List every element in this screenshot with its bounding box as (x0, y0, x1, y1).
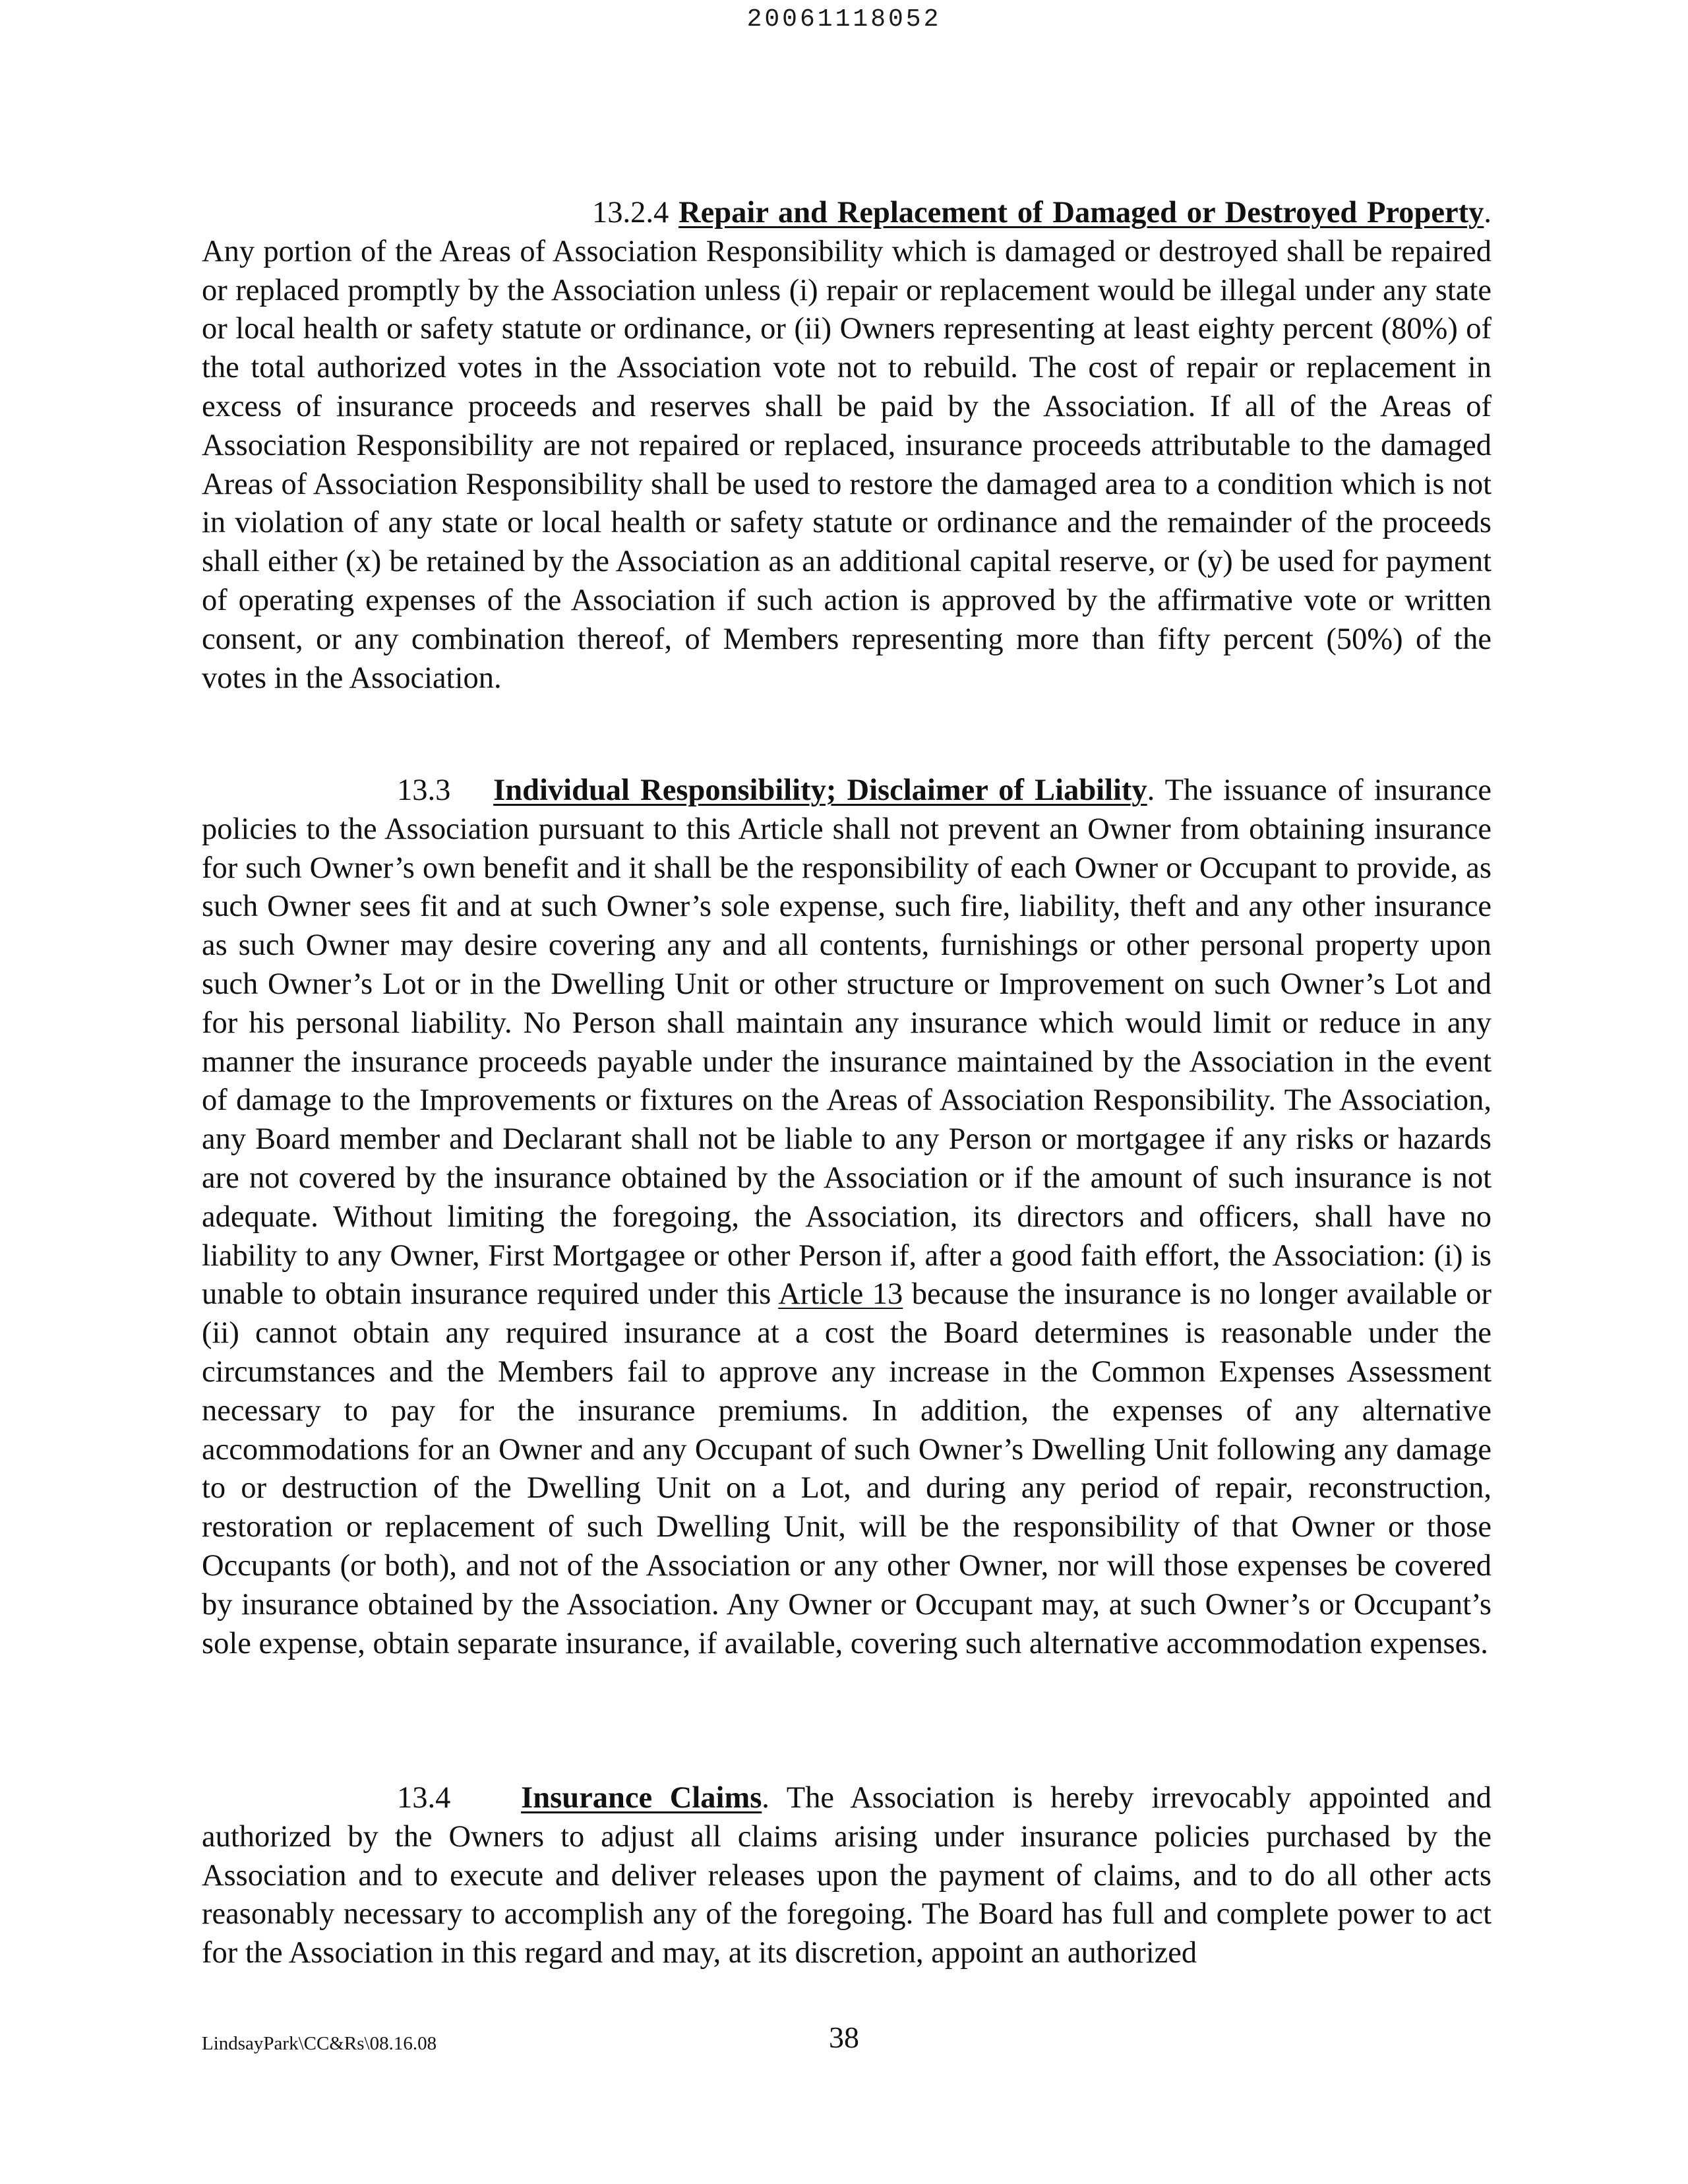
section-body: Any portion of the Areas of Association Responsibility which is damaged or destroyed shall be repaired or replaced promptly by the Association unless (i) repair or replacement would be illegal under any state or local health or safety statute or ordinance, or (ii) Owners representing at least eighty percent (80%) of the total authorized votes in the Association vote not to rebuild. The cost of repair or replacement in excess of insurance proceeds and reserves shall be paid by the Association. If all of the Areas of Association Responsibility are not repaired or replaced, insurance proceeds attributable to the damaged Areas of Association Responsibility shall be used to restore the damaged area to a condition which is not in violation of any state or local health or safety statute or ordinance and the remainder of the proceeds shall either (x) be retained by the Association as an additional capital reserve, or (y) be used for payment of operating expenses of the Association if such action is approved by the affirmative vote or written consent, or any combination thereof, of Members representing more than fifty percent (50%) of the votes in the Association. (202, 234, 1492, 695)
heading-period: . (1484, 196, 1492, 229)
footer-file-reference: LindsayPark\CC&Rs\08.16.08 (202, 2033, 437, 2054)
section-number: 13.3 (397, 774, 451, 807)
section-body: The Association is hereby irrevocably appointed and authorized by the Owners to adjust all claims arising under insurance policies purchased by the Association and to execute and deliver releases upon the payment of claims, and to do all other acts reasonably necessary to accomplish any of the foregoing. The Board has full and complete power to act for the Association in this regard and may, at its discretion, appoint an authorized (202, 1781, 1492, 1970)
heading-period: . (762, 1781, 769, 1815)
section-number: 13.4 (397, 1781, 451, 1815)
section-13-4 (202, 1779, 1492, 1973)
page-number: 38 (829, 2020, 859, 2054)
recording-number: 20061118052 (746, 5, 942, 34)
section-body-part-1: The issuance of insurance policies to the Association pursuant to this Article shall not prevent an Owner from obtaining insurance for such Owner’s own benefit and it shall be the responsibility of each Owner or Occupant to provide, as such Owner sees fit and at such Owner’s sole expense, such fire, liability, theft and any other insurance as such Owner may desire covering any and all contents, furnishings or other personal property upon such Owner’s Lot or in the Dwelling Unit or other structure or Improvement on such Owner’s Lot and for his personal liability. No Person shall maintain any insurance which would limit or reduce in any manner the insurance proceeds payable under the insurance maintained by the Association in the event of damage to the Improvements or fixtures on the Areas of Association Responsibility. The Association, any Board member and Declarant shall not be liable to any Person or mortgagee if any risks or hazards are not covered by the insurance obtained by the Association or if the amount of such insurance is not adequate. Without limiting the foregoing, the Association, its directors and officers, shall have no liability to any Owner, First Mortgagee or other Person if, after a good faith effort, the Association: (i) is unable to obtain insurance required under this (202, 774, 1492, 1312)
article-cross-reference: Article 13 (778, 1277, 903, 1312)
section-body-part-2: because the insurance is no longer available or (ii) cannot obtain any required insurance at a cost the Board determines is reasonable under the circumstances and the Members fail to approve any increase in the Common Expenses Assessment necessary to pay for the insurance premiums. In addition, the expenses of any alternative accommodations for an Owner and any Occupant of such Owner’s Dwelling Unit following any damage to or destruction of the Dwelling Unit on a Lot, and during any period of repair, reconstruction, restoration or replacement of such Dwelling Unit, will be the responsibility of that Owner or those Occupants (or both), and not of the Association or any other Owner, nor will those expenses be covered by insurance obtained by the Association. Any Owner or Occupant may, at such Owner’s or Occupant’s sole expense, obtain separate insurance, if available, covering such alternative accommodation expenses. (202, 1277, 1492, 1660)
heading-period: . (1147, 774, 1155, 807)
section-heading: Insurance Claims (521, 1781, 762, 1815)
section-number: 13.2.4 (592, 196, 669, 229)
section-13-2-4 (202, 194, 1492, 698)
section-heading: Individual Responsibility; Disclaimer of Liability (493, 774, 1147, 807)
section-13-3 (202, 772, 1492, 1663)
section-heading: Repair and Replacement of Damaged or Destroyed Property (678, 196, 1484, 229)
